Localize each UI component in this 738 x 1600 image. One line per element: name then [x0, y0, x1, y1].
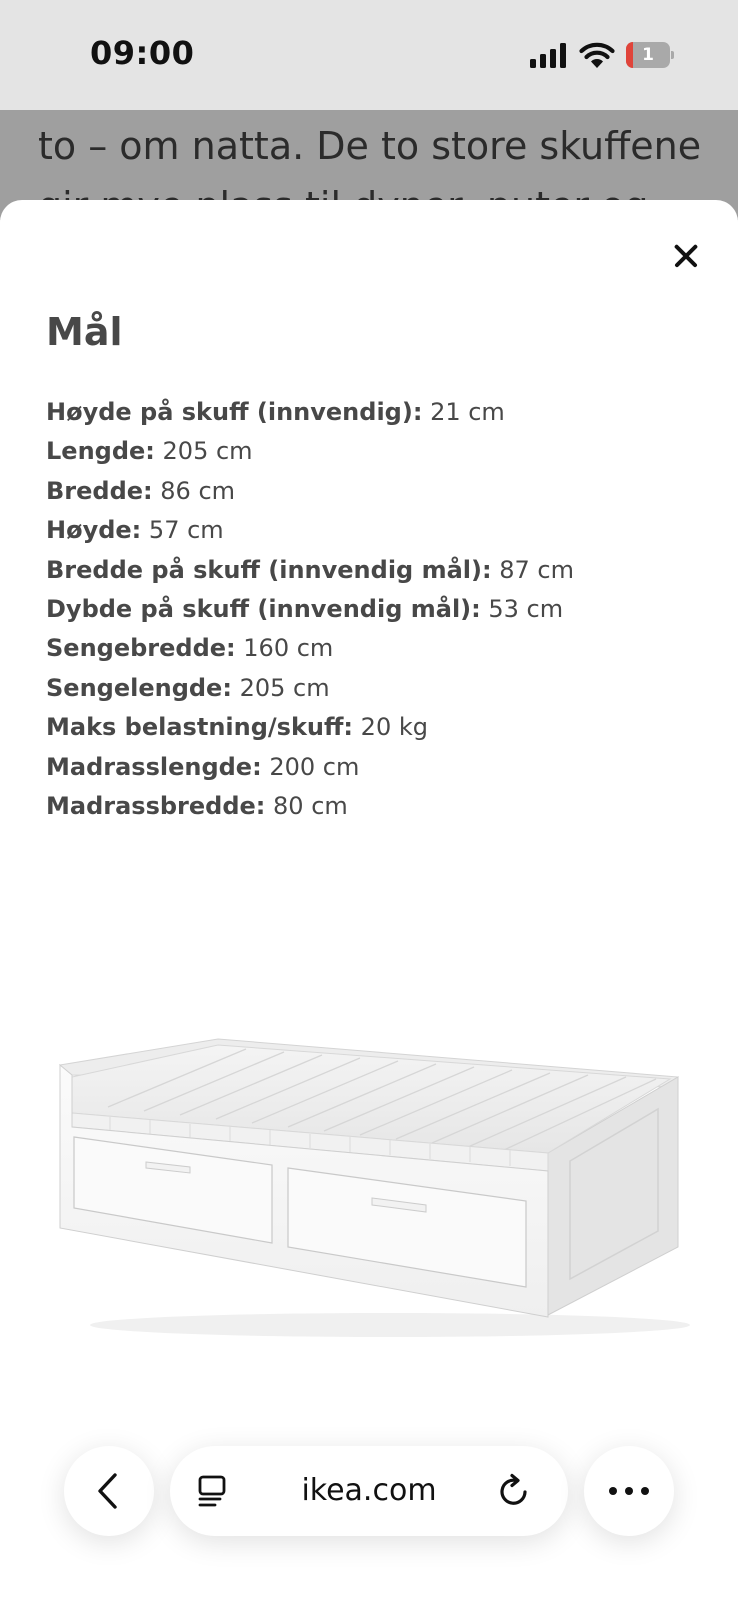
product-image [50, 1035, 690, 1345]
background-description: to – om natta. De to store skuffene [38, 124, 702, 168]
dimensions-sheet [0, 200, 738, 1600]
back-button[interactable] [64, 1446, 154, 1536]
more-options-button[interactable] [584, 1446, 674, 1536]
dimension-row: Høyde: 57 cm [46, 516, 224, 545]
chevron-left-icon [94, 1472, 124, 1510]
reload-icon[interactable] [496, 1473, 532, 1509]
dimension-row: Lengde: 205 cm [46, 437, 253, 466]
dimension-row: Høyde på skuff (innvendig): 21 cm [46, 398, 505, 426]
dimension-row: Madrasslengde: 200 cm [46, 752, 360, 781]
wifi-icon [579, 40, 615, 70]
dimension-row: Bredde: 86 cm [46, 476, 236, 505]
dimension-row: Sengelengde: 205 cm [46, 673, 330, 702]
close-button[interactable] [660, 230, 712, 282]
dimension-row: Bredde på skuff (innvendig mål): 87 cm [46, 555, 574, 584]
dimensions-list [46, 393, 574, 826]
status-time: 09:00 [90, 34, 195, 72]
dimension-row: Dybde på skuff (innvendig mål): 53 cm [46, 595, 564, 624]
dimension-row: Sengebredde: 160 cm [46, 634, 334, 663]
address-bar[interactable] [170, 1446, 568, 1536]
dimension-row: Maks belastning/skuff: 20 kg [46, 713, 428, 742]
status-bar [0, 0, 738, 110]
ellipsis-icon [608, 1486, 650, 1496]
battery-level: 1 [642, 45, 654, 65]
battery-icon [626, 42, 674, 68]
browser-toolbar [0, 1420, 738, 1600]
sheet-title: Mål [46, 310, 123, 354]
url-text: ikea.com [301, 1473, 437, 1508]
dimension-row: Madrassbredde: 80 cm [46, 792, 348, 821]
cellular-signal-icon [530, 42, 568, 68]
